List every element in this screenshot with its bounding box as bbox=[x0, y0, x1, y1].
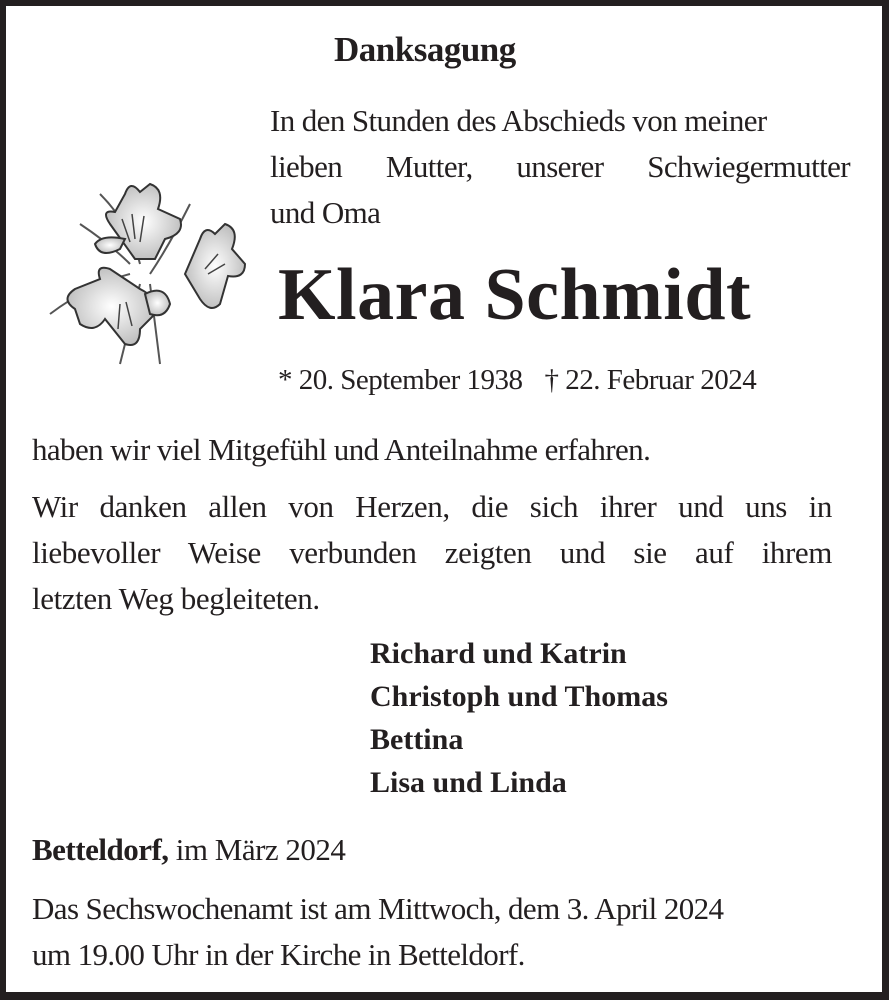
heading: Danksagung bbox=[334, 30, 516, 69]
signatory: Richard und Katrin bbox=[370, 637, 627, 670]
intro-line: und Oma bbox=[270, 195, 381, 230]
intro-line: lieben Mutter, unserer Schwiegermutter bbox=[270, 149, 850, 184]
intro-line: In den Stunden des Abschieds von meiner bbox=[270, 103, 767, 138]
date-text: im März 2024 bbox=[168, 832, 346, 867]
obituary-notice bbox=[6, 6, 882, 992]
body-line: letzten Weg begleiteten. bbox=[32, 581, 320, 616]
signatory: Bettina bbox=[370, 723, 464, 756]
body-line: Wir danken allen von Herzen, die sich ihrer und uns in bbox=[32, 489, 832, 524]
service-line: Das Sechswochenamt ist am Mittwoch, dem 3. April 2024 bbox=[32, 891, 724, 926]
signatory: Lisa und Linda bbox=[370, 766, 567, 799]
birth-date: * 20. September 1938 bbox=[278, 364, 523, 396]
service-line: um 19.00 Uhr in der Kirche in Betteldorf. bbox=[32, 937, 525, 972]
signatories bbox=[370, 632, 668, 804]
life-dates bbox=[278, 364, 756, 397]
intro-text bbox=[270, 98, 850, 236]
body-line: haben wir viel Mitgefühl und Anteilnahme erfahren. bbox=[32, 432, 651, 467]
service-notice bbox=[32, 886, 723, 978]
lily-bouquet-icon bbox=[40, 164, 250, 374]
body-line: liebevoller Weise verbunden zeigten und sie auf ihrem bbox=[32, 535, 832, 570]
deceased-name: Klara Schmidt bbox=[278, 254, 752, 336]
place-name: Betteldorf, bbox=[32, 832, 169, 867]
signatory: Christoph und Thomas bbox=[370, 680, 668, 713]
thanks-paragraph bbox=[32, 484, 832, 622]
death-date: † 22. Februar 2024 bbox=[544, 364, 757, 396]
place-date bbox=[32, 832, 345, 868]
